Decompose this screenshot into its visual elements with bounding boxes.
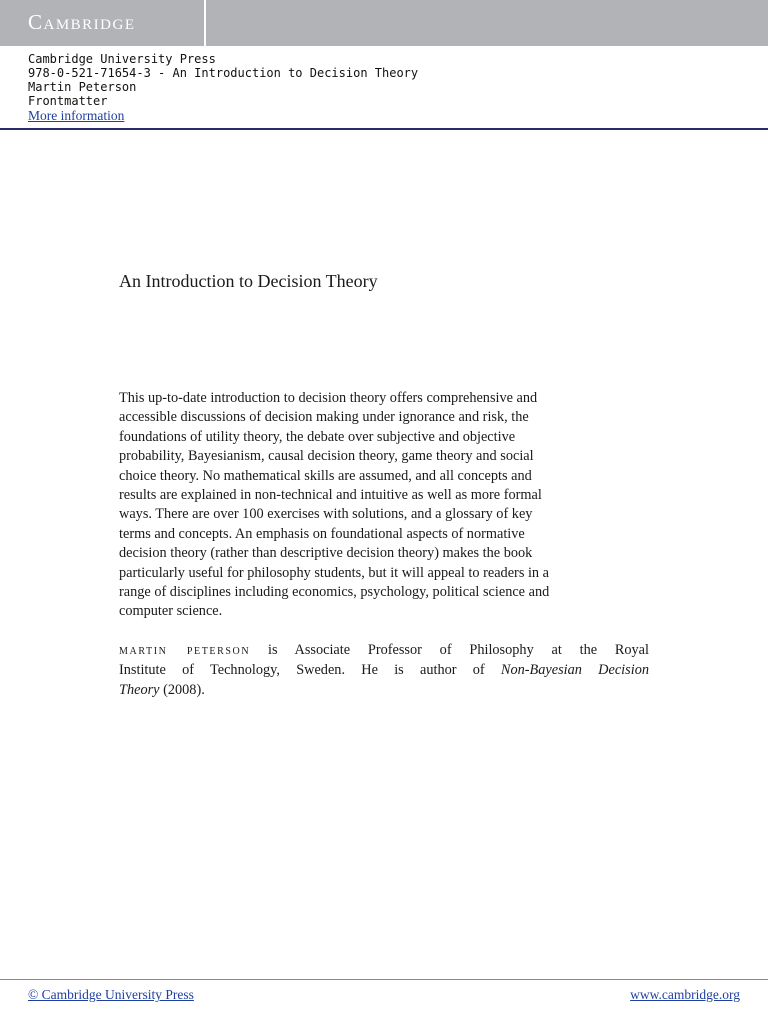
- author-bio-line: [119, 660, 649, 680]
- description-line: foundations of utility theory, the debate over subjective and objective: [119, 428, 516, 445]
- author-name: Martin Peterson: [28, 80, 137, 94]
- book-description: [119, 389, 651, 622]
- author-bio-text: (2008).: [159, 682, 205, 698]
- description-line: This up-to-date introduction to decision theory offers comprehensive and: [119, 390, 538, 406]
- book-title: An Introduction to Decision Theory: [119, 271, 378, 291]
- description-line: accessible discussions of decision making under ignorance and risk, the: [119, 409, 529, 426]
- description-line: computer science.: [119, 603, 223, 620]
- description-line: results are explained in non-technical and intuitive as well as more formal: [119, 487, 542, 504]
- footer-divider: [0, 979, 768, 980]
- website-link[interactable]: www.cambridge.org: [630, 987, 740, 1002]
- section-name: Frontmatter: [28, 94, 108, 108]
- description-line: probability, Bayesianism, causal decision theory, game theory and social: [119, 448, 534, 465]
- description-line: range of disciplines including economics, psychology, political science and: [119, 584, 550, 601]
- copyright-link[interactable]: © Cambridge University Press: [28, 987, 194, 1002]
- description-line: terms and concepts. An emphasis on foundational aspects of normative: [119, 525, 525, 542]
- metadata-block: [28, 52, 418, 123]
- author-bio-text: is Associate Professor of Philosophy at the Royal: [250, 642, 650, 658]
- cambridge-logo: Cambridge: [28, 10, 136, 34]
- author-bio-line: [119, 640, 649, 660]
- logo-divider: [204, 0, 206, 46]
- header-bar: [0, 0, 768, 46]
- description-line: particularly useful for philosophy students, but it will appeal to readers in a: [119, 564, 549, 581]
- author-bio-line: [119, 680, 649, 700]
- publisher-name: Cambridge University Press: [28, 52, 216, 66]
- cited-book-title: Non-Bayesian Decision: [500, 662, 649, 678]
- author-bio-text: Institute of Technology, Sweden. He is author of: [119, 662, 501, 678]
- isbn-title: 978-0-521-71654-3 - An Introduction to Decision Theory: [28, 66, 419, 80]
- more-information-link[interactable]: More information: [28, 108, 125, 123]
- cited-book-title: Theory: [119, 682, 160, 698]
- description-line: decision theory (rather than descriptive decision theory) makes the book: [119, 545, 533, 562]
- author-bio-name: martin peterson: [119, 642, 251, 658]
- author-bio: [119, 640, 649, 700]
- description-line: choice theory. No mathematical skills are assumed, and all concepts and: [119, 467, 532, 484]
- header-divider: [0, 128, 768, 130]
- description-line: ways. There are over 100 exercises with solutions, and a glossary of key: [119, 506, 533, 523]
